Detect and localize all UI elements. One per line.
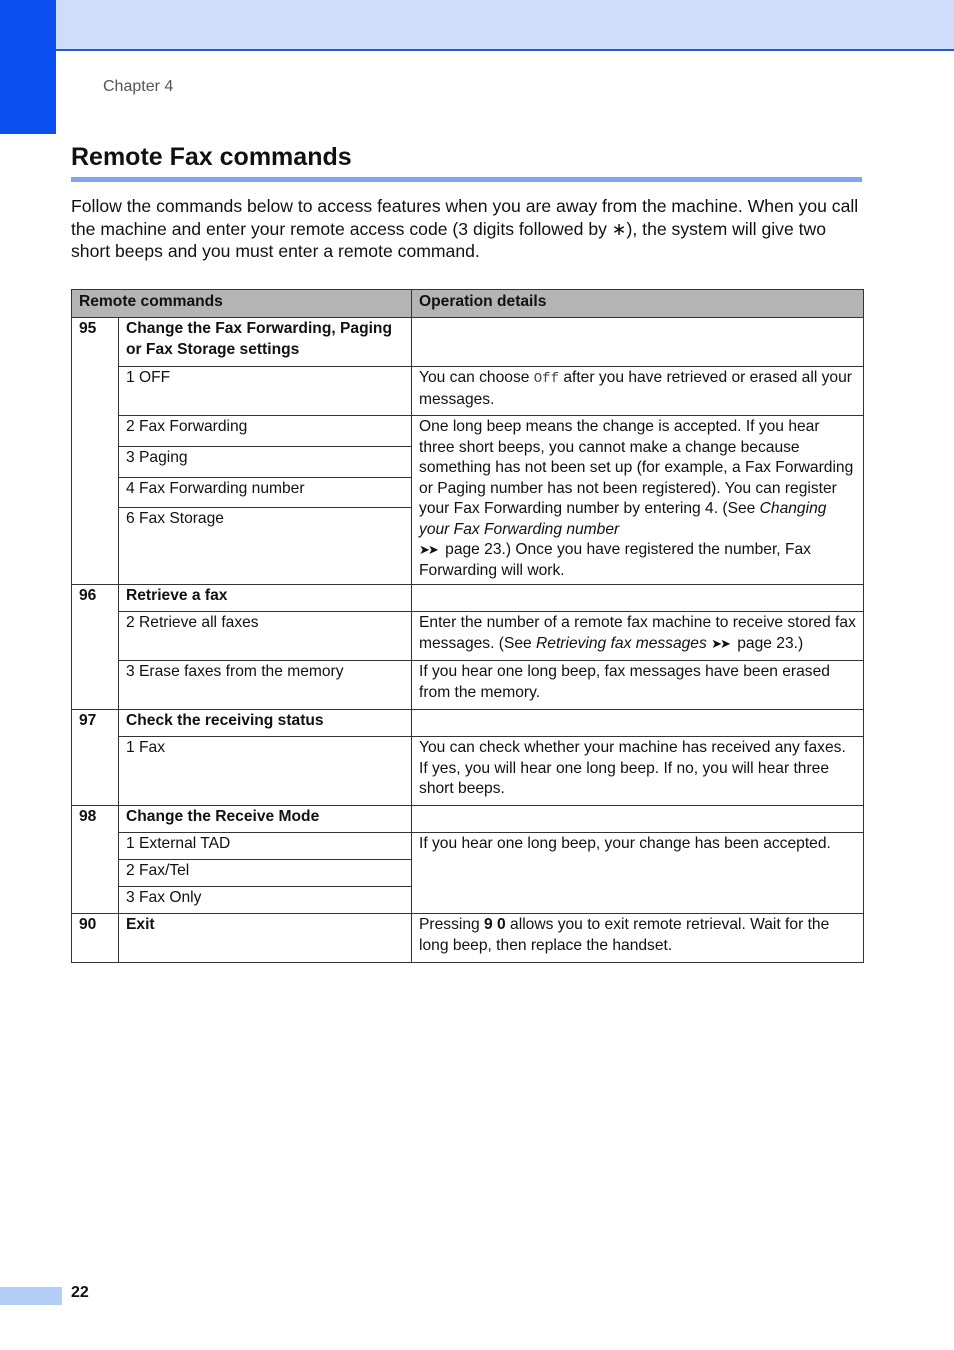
command-option: 1 Fax: [119, 737, 412, 806]
chapter-tab: [0, 0, 56, 134]
operation-detail: [412, 318, 864, 367]
operation-detail: One long beep means the change is accepted. If you hear three short beeps, you cannot make a change because something has not been set up (for example, a Fax Forwarding or Paging number has not been registered). You can register your Fax Forwarding number by entering 4. (See Changing your Fax Forwarding number ➤➤ page 23.) Once you have registered the number, Fax Forwarding will work.: [412, 416, 864, 585]
table-row: [72, 806, 864, 833]
operation-detail: [412, 710, 864, 737]
operation-detail: Pressing 9 0 allows you to exit remote retrieval. Wait for the long beep, then replace the handset.: [412, 914, 864, 963]
remote-commands-table: [71, 289, 864, 963]
header-band: [0, 0, 954, 51]
command-title: Exit: [119, 914, 412, 963]
operation-detail: You can check whether your machine has received any faxes. If yes, you will hear one long beep. If no, you will hear three short beeps.: [412, 737, 864, 806]
header-operation-details: Operation details: [412, 290, 864, 318]
operation-detail: [412, 585, 864, 612]
table-row: [72, 710, 864, 737]
command-option: 3 Fax Only: [119, 887, 412, 914]
command-option: 3 Erase faxes from the memory: [119, 661, 412, 710]
operation-detail: If you hear one long beep, fax messages have been erased from the memory.: [412, 661, 864, 710]
page-number: 22: [71, 1284, 89, 1301]
table-row: [72, 737, 864, 806]
command-option: 1 OFF: [119, 367, 412, 416]
command-code: 98: [72, 806, 119, 914]
command-option: 6 Fax Storage: [119, 508, 412, 585]
page-number-bar: [0, 1287, 62, 1305]
command-title: Change the Receive Mode: [119, 806, 412, 833]
intro-paragraph: Follow the commands below to access features when you are away from the machine. When you call the machine and enter your remote access code (3 digits followed by ∗), the system will give two short beeps and you must enter a remote command.: [71, 196, 859, 261]
table-row: [72, 416, 864, 447]
command-option: 4 Fax Forwarding number: [119, 477, 412, 508]
lcd-text: Off: [533, 371, 559, 387]
chapter-label: Chapter 4: [103, 78, 174, 95]
table-row: [72, 585, 864, 612]
table-header-row: [72, 290, 864, 318]
command-code: 96: [72, 585, 119, 710]
table-row: [72, 833, 864, 860]
table-row: [72, 914, 864, 963]
double-arrow-icon: ➤➤: [711, 635, 729, 651]
operation-detail: If you hear one long beep, your change has been accepted.: [412, 833, 864, 914]
table-row: [72, 318, 864, 367]
header-remote-commands: Remote commands: [72, 290, 412, 318]
command-option: 3 Paging: [119, 446, 412, 477]
section-title: Remote Fax commands: [71, 143, 352, 171]
operation-detail: [412, 806, 864, 833]
command-title: Retrieve a fax: [119, 585, 412, 612]
command-code: 95: [72, 318, 119, 585]
table-row: [72, 661, 864, 710]
command-option: 2 Fax/Tel: [119, 860, 412, 887]
command-title: Check the receiving status: [119, 710, 412, 737]
table-row: [72, 367, 864, 416]
command-code: 97: [72, 710, 119, 806]
double-arrow-icon: ➤➤: [419, 542, 437, 557]
operation-detail: You can choose Off after you have retrieved or erased all your messages.: [412, 367, 864, 416]
title-underline: [71, 177, 862, 182]
command-code: 90: [72, 914, 119, 963]
command-title: Change the Fax Forwarding, Paging or Fax Storage settings: [119, 318, 412, 367]
table-row: [72, 612, 864, 661]
operation-detail: Enter the number of a remote fax machine to receive stored fax messages. (See Retrieving fax messages ➤➤ page 23.): [412, 612, 864, 661]
command-option: 2 Retrieve all faxes: [119, 612, 412, 661]
command-option: 1 External TAD: [119, 833, 412, 860]
command-option: 2 Fax Forwarding: [119, 416, 412, 447]
